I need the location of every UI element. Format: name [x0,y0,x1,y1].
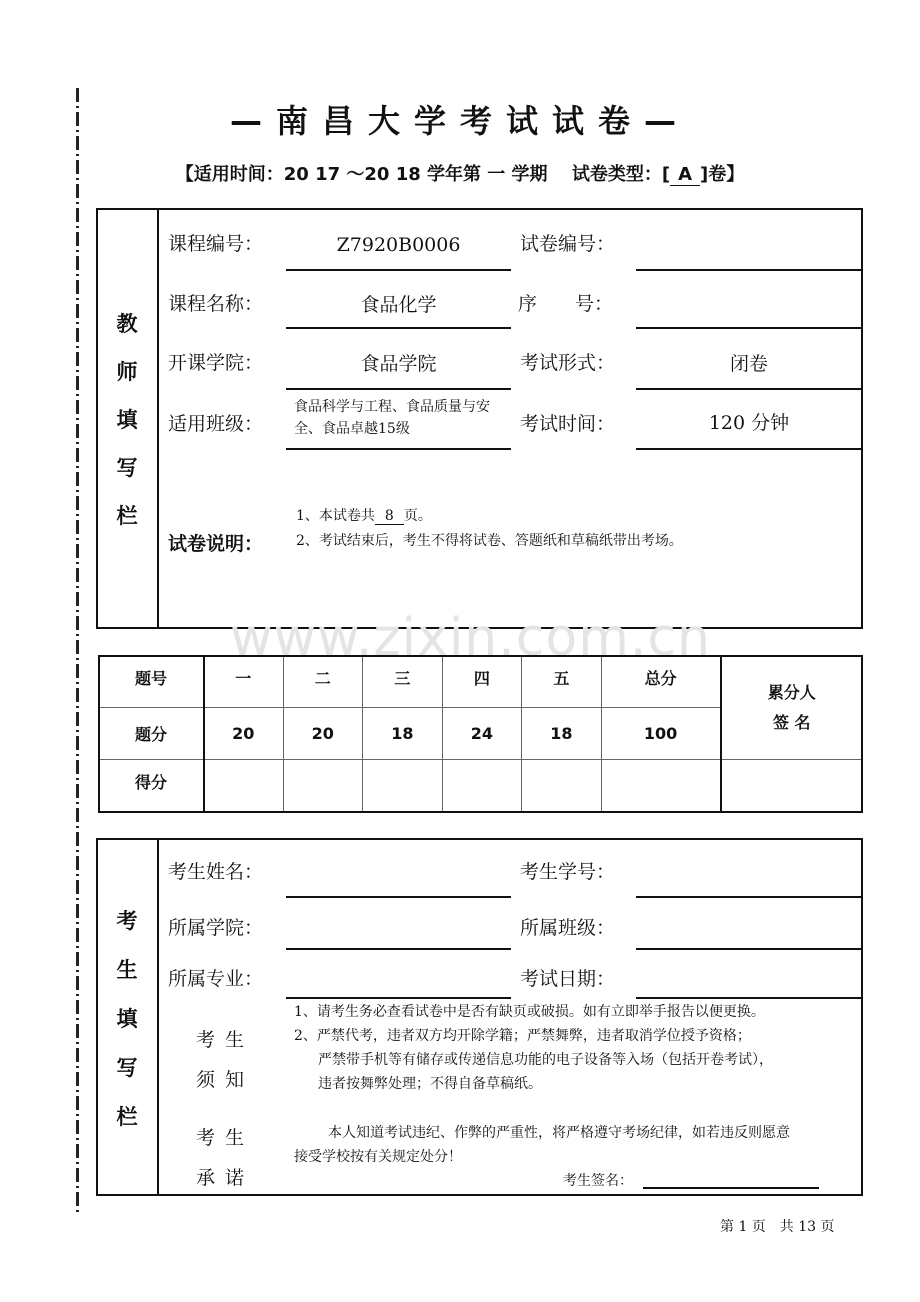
score-cell[interactable] [522,760,602,812]
pledge-text [294,1121,860,1169]
score-total-cell[interactable] [601,760,720,812]
column-header: 一 [204,656,284,708]
signer-label-cell [721,656,863,760]
score-cell[interactable] [283,760,363,812]
paper-no-label: 试卷编号： [520,233,616,255]
signature-label: 考生签名： [563,1173,633,1189]
student-college-label: 所属学院： [168,917,264,939]
serial-label: 序 号： [518,293,614,315]
pledge-label-line1: 考 生 [196,1127,247,1149]
side-char: 栏 [116,1105,138,1129]
serial-underline [636,327,862,329]
pledge-label [196,1118,246,1198]
student-id-input[interactable] [636,896,862,898]
notice-label-line2: 须 知 [196,1069,247,1091]
side-char: 栏 [116,504,138,528]
side-char: 教 [116,312,138,336]
score-cell[interactable] [204,760,284,812]
page-count-value: 8 [375,508,404,525]
points-cell: 20 [204,708,284,760]
table-row [99,656,863,708]
student-section-divider [157,838,159,1196]
classes-underline [286,448,511,450]
pledge-line: 接受学校按有关规定处分！ [294,1149,462,1165]
exam-form-underline [636,388,862,390]
column-header: 五 [522,656,602,708]
teacher-side-label [97,308,157,548]
course-code-label: 课程编号： [168,233,264,255]
page-number: 第 1 页 共 13 页 [720,1219,835,1235]
instructions-line-1 [296,504,432,528]
course-name-value[interactable]: 食品化学 [360,294,437,316]
pledge-line: 本人知道考试违纪、作弊的严重性，将严格遵守考场纪律，如若违反则愿意 [328,1125,790,1141]
subtitle-prefix: 【适用时间：20 17 ～20 18 学年第 一 学期 试卷类型：[ [175,164,671,185]
student-id-label: 考生学号： [520,861,616,883]
score-table [98,655,863,812]
exam-time-underline [636,448,862,450]
college-underline [286,388,511,390]
page-title: —南昌大学考试试卷— [229,102,690,140]
student-major-input[interactable] [286,997,511,999]
instructions-line-1-suffix: 页。 [403,508,432,524]
course-name-underline [286,327,511,329]
paper-type-value: A [670,165,700,186]
signature-input[interactable] [643,1187,819,1189]
exam-date-label: 考试日期： [520,968,616,990]
score-cell[interactable] [442,760,522,812]
side-char: 考 [116,909,138,933]
points-cell: 18 [522,708,602,760]
points-cell: 18 [363,708,443,760]
instructions-line-1-prefix: 1、本试卷共 [296,508,375,524]
side-char: 填 [116,1007,138,1031]
row-header-points: 题分 [99,708,204,760]
student-name-label: 考生姓名： [168,861,264,883]
classes-value[interactable]: 食品科学与工程、食品质量与安全、食品卓越15级 [294,399,490,437]
subtitle-suffix: ]卷】 [700,164,745,185]
teacher-section-divider [157,208,159,629]
course-name-label: 课程名称： [168,293,264,315]
student-side-label [97,905,157,1150]
side-char: 生 [116,958,138,982]
column-header-total: 总分 [601,656,720,708]
score-cell[interactable] [363,760,443,812]
watermark: www.zixin.com.cn [230,608,711,668]
notice-text [294,1000,773,1096]
column-header: 二 [283,656,363,708]
column-header: 四 [442,656,522,708]
exam-form-label: 考试形式： [520,352,616,374]
course-code-value[interactable]: Z7920B0006 [336,234,461,256]
score-table-divider [203,655,205,813]
pledge-label-line2: 承 诺 [196,1167,247,1189]
points-cell: 24 [442,708,522,760]
notice-line: 严禁带手机等有储存或传递信息功能的电子设备等入场（包括开卷考试）， [318,1052,773,1068]
signer-label-line2: 签 名 [772,712,811,732]
signer-label-line1: 累分人 [767,682,816,702]
binding-dash-line [76,88,79,1213]
side-char: 师 [116,360,138,384]
exam-subtitle [0,160,920,186]
student-major-label: 所属专业： [168,968,264,990]
course-code-underline [286,269,511,271]
exam-time-value[interactable]: 120 分钟 [708,412,790,434]
side-char: 写 [116,1056,138,1080]
side-char: 写 [116,456,138,480]
exam-form-value[interactable]: 闭卷 [729,353,768,375]
side-char: 填 [116,408,138,432]
classes-label: 适用班级： [168,413,264,435]
paper-no-underline [636,269,862,271]
points-total-cell: 100 [601,708,720,760]
student-class-label: 所属班级： [520,917,616,939]
student-name-input[interactable] [286,896,511,898]
notice-line: 违者按舞弊处理；不得自备草稿纸。 [318,1076,542,1092]
notice-label [196,1020,246,1100]
instructions-line-2: 2、考试结束后，考生不得将试卷、答题纸和草稿纸带出考场。 [296,533,683,549]
row-header-question-no: 题号 [99,656,204,708]
notice-line: 2、严禁代考，违者双方均开除学籍；严禁舞弊，违者取消学位授予资格； [294,1028,751,1044]
exam-time-label: 考试时间： [520,413,616,435]
student-class-input[interactable] [636,948,862,950]
notice-line: 1、请考生务必查看试卷中是否有缺页或破损。如有立即举手报告以便更换。 [294,1004,765,1020]
column-header: 三 [363,656,443,708]
notice-label-line1: 考 生 [196,1029,247,1051]
college-value[interactable]: 食品学院 [360,353,437,375]
points-cell: 20 [283,708,363,760]
signer-signature-cell[interactable] [721,760,863,812]
student-college-input[interactable] [286,948,511,950]
college-label: 开课学院： [168,352,264,374]
row-header-score: 得分 [99,760,204,812]
table-row [99,760,863,812]
exam-date-input[interactable] [636,997,862,999]
instructions-label: 试卷说明： [168,533,264,555]
